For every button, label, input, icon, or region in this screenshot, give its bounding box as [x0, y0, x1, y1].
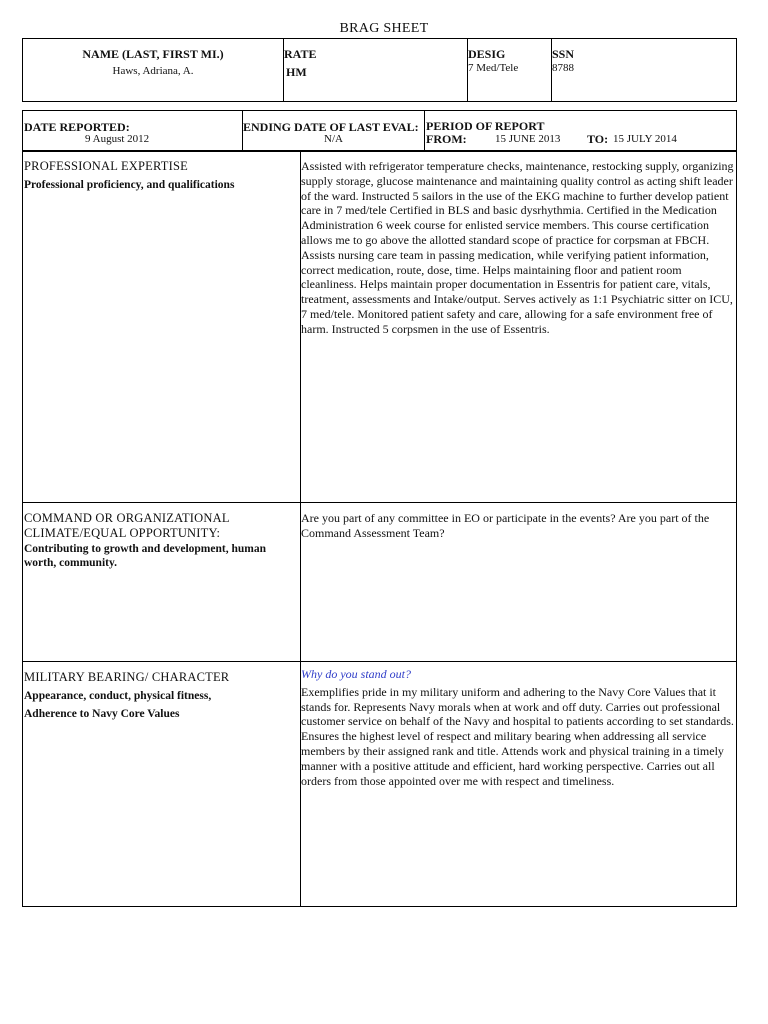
document-title: BRAG SHEET	[339, 21, 429, 36]
last-eval-value: N/A	[324, 133, 343, 145]
last-eval-cell	[243, 111, 425, 152]
from-label: FROM:	[426, 132, 467, 146]
header-table	[22, 38, 737, 102]
military-title: MILITARY BEARING/ CHARACTER	[24, 670, 230, 684]
military-subtitle-line2: Adherence to Navy Core Values	[24, 708, 180, 720]
professional-body: Assisted with refrigerator temperature checks, maintenance, restocking supply, organizing supply storage, glucose maintenance and maintaining quality control as acting shift leader of the ward. Instructed 5 sailors in the use of the EKG machine to further develop patient care in 7 med/tele Certified in BLS and basic dysrhythmia. Certified in the Medication Administration 6 week course for enlisted service members. This course certification allows me to go above the allotted standard scope of practice for corpsman at FBCH. Assists nursing care team in passing medication, while verifying patient information, correct medication, route, dose, time. Helps maintaining floor and patient room cleanliness. Helps maintain proper documentation in Essentris for patient care, vitals, treatment, assessments and Intake/output. Serves actively as 1:1 Psychiatric sitter on ICU, 7 med/tele. Monitored patient safety and care, allowing for a safe environment free of harm. Instructed 5 corpsmen in the use of Essentris.	[301, 159, 734, 336]
command-title-line1: COMMAND OR ORGANIZATIONAL	[24, 511, 230, 525]
professional-title: PROFESSIONAL EXPERTISE	[24, 159, 188, 173]
professional-row	[23, 151, 737, 503]
command-body: Are you part of any committee in EO or participate in the events? Are you part of the Command Assessment Team?	[301, 511, 710, 540]
command-subtitle: Contributing to growth and development, human worth, community.	[24, 543, 266, 569]
date-reported-cell	[23, 111, 243, 152]
military-prompt: Why do you stand out?	[301, 667, 411, 681]
ssn-label: SSN	[552, 47, 575, 61]
military-body-cell	[301, 662, 737, 907]
name-cell	[23, 39, 284, 102]
command-body-cell	[301, 503, 737, 662]
command-title-line2: CLIMATE/EQUAL OPPORTUNITY:	[24, 526, 221, 540]
desig-value: 7 Med/Tele	[468, 62, 519, 74]
ssn-cell	[552, 39, 737, 102]
period-label: PERIOD OF REPORT	[426, 119, 545, 133]
last-eval-label: ENDING DATE OF LAST EVAL:	[243, 120, 419, 134]
to-value: 15 JULY 2014	[613, 133, 677, 145]
dates-table	[22, 110, 737, 152]
rate-label: RATE	[284, 47, 317, 61]
rate-value: HM	[286, 65, 307, 79]
military-row	[23, 662, 737, 907]
date-reported-label: DATE REPORTED:	[24, 120, 130, 134]
evaluation-table	[22, 150, 737, 907]
to-label: TO:	[587, 132, 609, 146]
ssn-value: 8788	[552, 62, 574, 74]
date-reported-value: 9 August 2012	[85, 133, 150, 145]
professional-heading-cell	[23, 151, 301, 503]
name-value: Haws, Adriana, A.	[112, 65, 194, 77]
rate-cell	[284, 39, 468, 102]
military-subtitle-line1: Appearance, conduct, physical fitness,	[24, 690, 212, 702]
command-heading-cell	[23, 503, 301, 662]
professional-subtitle: Professional proficiency, and qualifications	[24, 179, 235, 191]
desig-cell	[468, 39, 552, 102]
professional-body-cell	[301, 151, 737, 503]
military-heading-cell	[23, 662, 301, 907]
military-body: Exemplifies pride in my military uniform and adhering to the Navy Core Values that it stands for. Represents Navy morals when at work and off duty. Carries out professional customer service on behalf of the Navy and hospital to patients according to set standards. Ensures the highest level of respect and military bearing when addressing all service members by their assigned rank and title. Attends work and physical training in a timely manner with a positive attitude and efficient, hard working perspective. Carries out all orders from those appointed over me with respect and timeliness.	[301, 684, 734, 788]
period-cell	[425, 111, 737, 152]
from-value: 15 JUNE 2013	[495, 133, 561, 145]
name-label: NAME (LAST, FIRST MI.)	[82, 47, 224, 61]
command-row	[23, 503, 737, 662]
desig-label: DESIG	[468, 47, 506, 61]
